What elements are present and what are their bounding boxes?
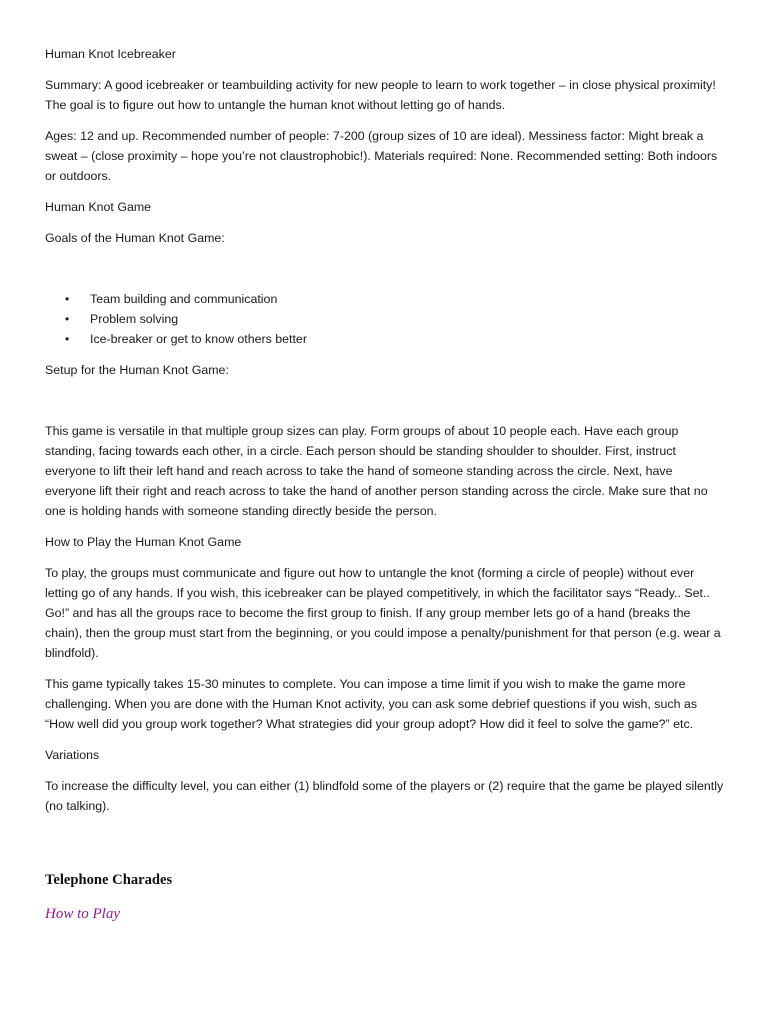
next-section-heading: Telephone Charades xyxy=(45,872,173,888)
how-to-play-link[interactable]: How to Play xyxy=(45,906,120,922)
blank-line xyxy=(45,259,725,289)
goal-text: Team building and communication xyxy=(90,292,278,306)
goals-heading: Goals of the Human Knot Game: xyxy=(45,231,225,245)
document-title: Human Knot Icebreaker xyxy=(45,47,176,61)
list-item xyxy=(45,329,725,349)
goal-text: Ice-breaker or get to know others better xyxy=(90,332,307,346)
goals-list xyxy=(45,289,725,349)
bullet-icon: • xyxy=(65,292,70,306)
document-body xyxy=(45,44,725,827)
howto-heading: How to Play the Human Knot Game xyxy=(45,535,242,549)
goal-text: Problem solving xyxy=(90,312,179,326)
setup-paragraph: This game is versatile in that multiple group sizes can play. Form groups of about 10 people each. Have each group standing, facing towards each other, in a circle. Each person should be standing shoulder to shoulder. First, instruct everyone to lift their left hand and reach across to take the hand of someone standing across the circle. Next, have everyone lift their right and reach across to take the hand of another person standing across the circle. Make sure that no one is holding hands with someone standing directly beside the person. xyxy=(45,424,708,518)
bullet-icon: • xyxy=(65,312,70,326)
list-item xyxy=(45,309,725,329)
bullet-icon: • xyxy=(65,332,70,346)
summary-paragraph: Summary: A good icebreaker or teambuilding activity for new people to learn to work together – in close physical proximity! The goal is to figure out how to untangle the human knot without letting go of hands. xyxy=(45,78,716,112)
variations-paragraph: To increase the difficulty level, you can either (1) blindfold some of the players or (2) require that the game be played silently (no talking). xyxy=(45,779,724,813)
game-heading: Human Knot Game xyxy=(45,200,152,214)
variations-heading: Variations xyxy=(45,748,100,762)
duration-paragraph: This game typically takes 15-30 minutes to complete. You can impose a time limit if you wish to make the game more challenging. When you are done with the Human Knot activity, you can ask some debrief questions if you wish, such as “How well did you group work together? What strategies did your group adopt? How did it feel to solve the game?” etc. xyxy=(45,677,698,731)
howto-paragraph: To play, the groups must communicate and figure out how to untangle the knot (forming a circle of people) without ever letting go of any hands. If you wish, this icebreaker can be played competitively, in which the facilitator says “Ready.. Set.. Go!” and has all the groups race to become the first group to finish. If any group member lets go of a hand (breaks the chain), then the group must start from the beginning, or you could impose a penalty/punishment for that person (e.g. wear a blindfold). xyxy=(45,566,721,660)
ages-paragraph: Ages: 12 and up. Recommended number of people: 7-200 (group sizes of 10 are ideal). Messiness factor: Might break a sweat – (close proximity – hope you’re not claustrophobic!). Materials required: None. Recommended setting: Both indoors or outdoors. xyxy=(45,129,718,183)
setup-heading: Setup for the Human Knot Game: xyxy=(45,363,229,377)
blank-line xyxy=(45,391,725,421)
list-item xyxy=(45,289,725,309)
